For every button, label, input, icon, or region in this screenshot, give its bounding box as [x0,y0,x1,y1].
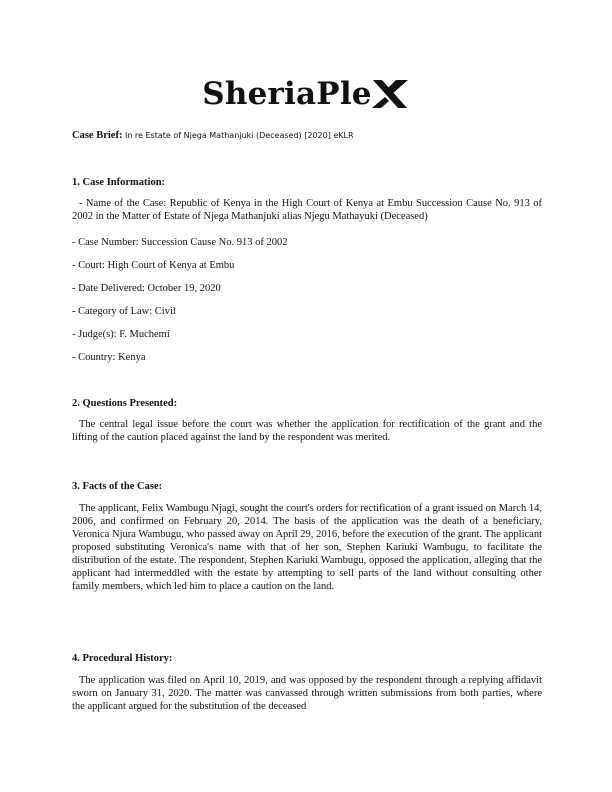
court-item: - Court: High Court of Kenya at Embu [72,260,235,271]
case-brief-line [72,130,354,142]
facts-paragraph [72,502,542,593]
section-heading: 2. Questions Presented: [72,398,178,409]
category-item: - Category of Law: Civil [72,306,176,317]
section-heading: 3. Facts of the Case: [72,481,163,492]
paragraph-text: The application was filed on April 10, 2019, and was opposed by the respondent through a replying affidavit sworn on January 31, 2020. The matter was canvassed through written submissions from both parties, where the applicant argued for the substitution of the deceased [72,675,542,712]
case-information-section [72,176,542,189]
facts-section [72,480,542,493]
case-name-item [72,197,542,223]
case-name-text: - Name of the Case: Republic of Kenya in the High Court of Kenya at Embu Succession Cause No. 913 of 2002 in the Matter of Estate of Njega Mathanjuki alias Njegu Mathayuki (Deceased) [72,198,542,222]
x-mark-icon [370,74,410,114]
sheriaplex-logo [0,74,612,124]
date-delivered-item: - Date Delivered: October 19, 2020 [72,283,221,294]
questions-paragraph [72,418,542,444]
section-heading: 4. Procedural History: [72,653,173,664]
procedural-paragraph [72,674,542,713]
logo-text: SheriaPle [202,75,372,112]
paragraph-text: The central legal issue before the court was whether the application for rectification of the grant and the lifting of the caution placed against the land by the respondent was merited. [72,419,542,443]
judges-item: - Judge(s): F. Muchemi [72,329,170,340]
case-brief-title: In re Estate of Njega Mathanjuki (Deceased) [2020] eKLR [124,131,354,140]
paragraph-text: The applicant, Felix Wambugu Njagi, sought the court's orders for rectification of a grant issued on March 14, 2006, and confirmed on February 20, 2014. The basis of the application was the death of a beneficiary, Veronica Njura Wambugu, who passed away on April 29, 2016, before the execution of the grant. The applicant proposed substituting Veronica's name with that of her son, Stephen Kariuki Wambugu, to facilitate the distribution of the estate. The respondent, Stephen Kariuki Wambugu, opposed the application, alleging that the applicant had intermeddled with the estate by attempting to sell parts of the land without consulting other family members, which led him to place a caution on the land. [72,503,542,592]
section-heading: 1. Case Information: [72,177,166,188]
case-number-item: - Case Number: Succession Cause No. 913 of 2002 [72,237,288,248]
procedural-history-section [72,652,542,665]
questions-section [72,397,542,410]
case-brief-label: Case Brief: [72,130,123,141]
country-item: - Country: Kenya [72,352,146,363]
